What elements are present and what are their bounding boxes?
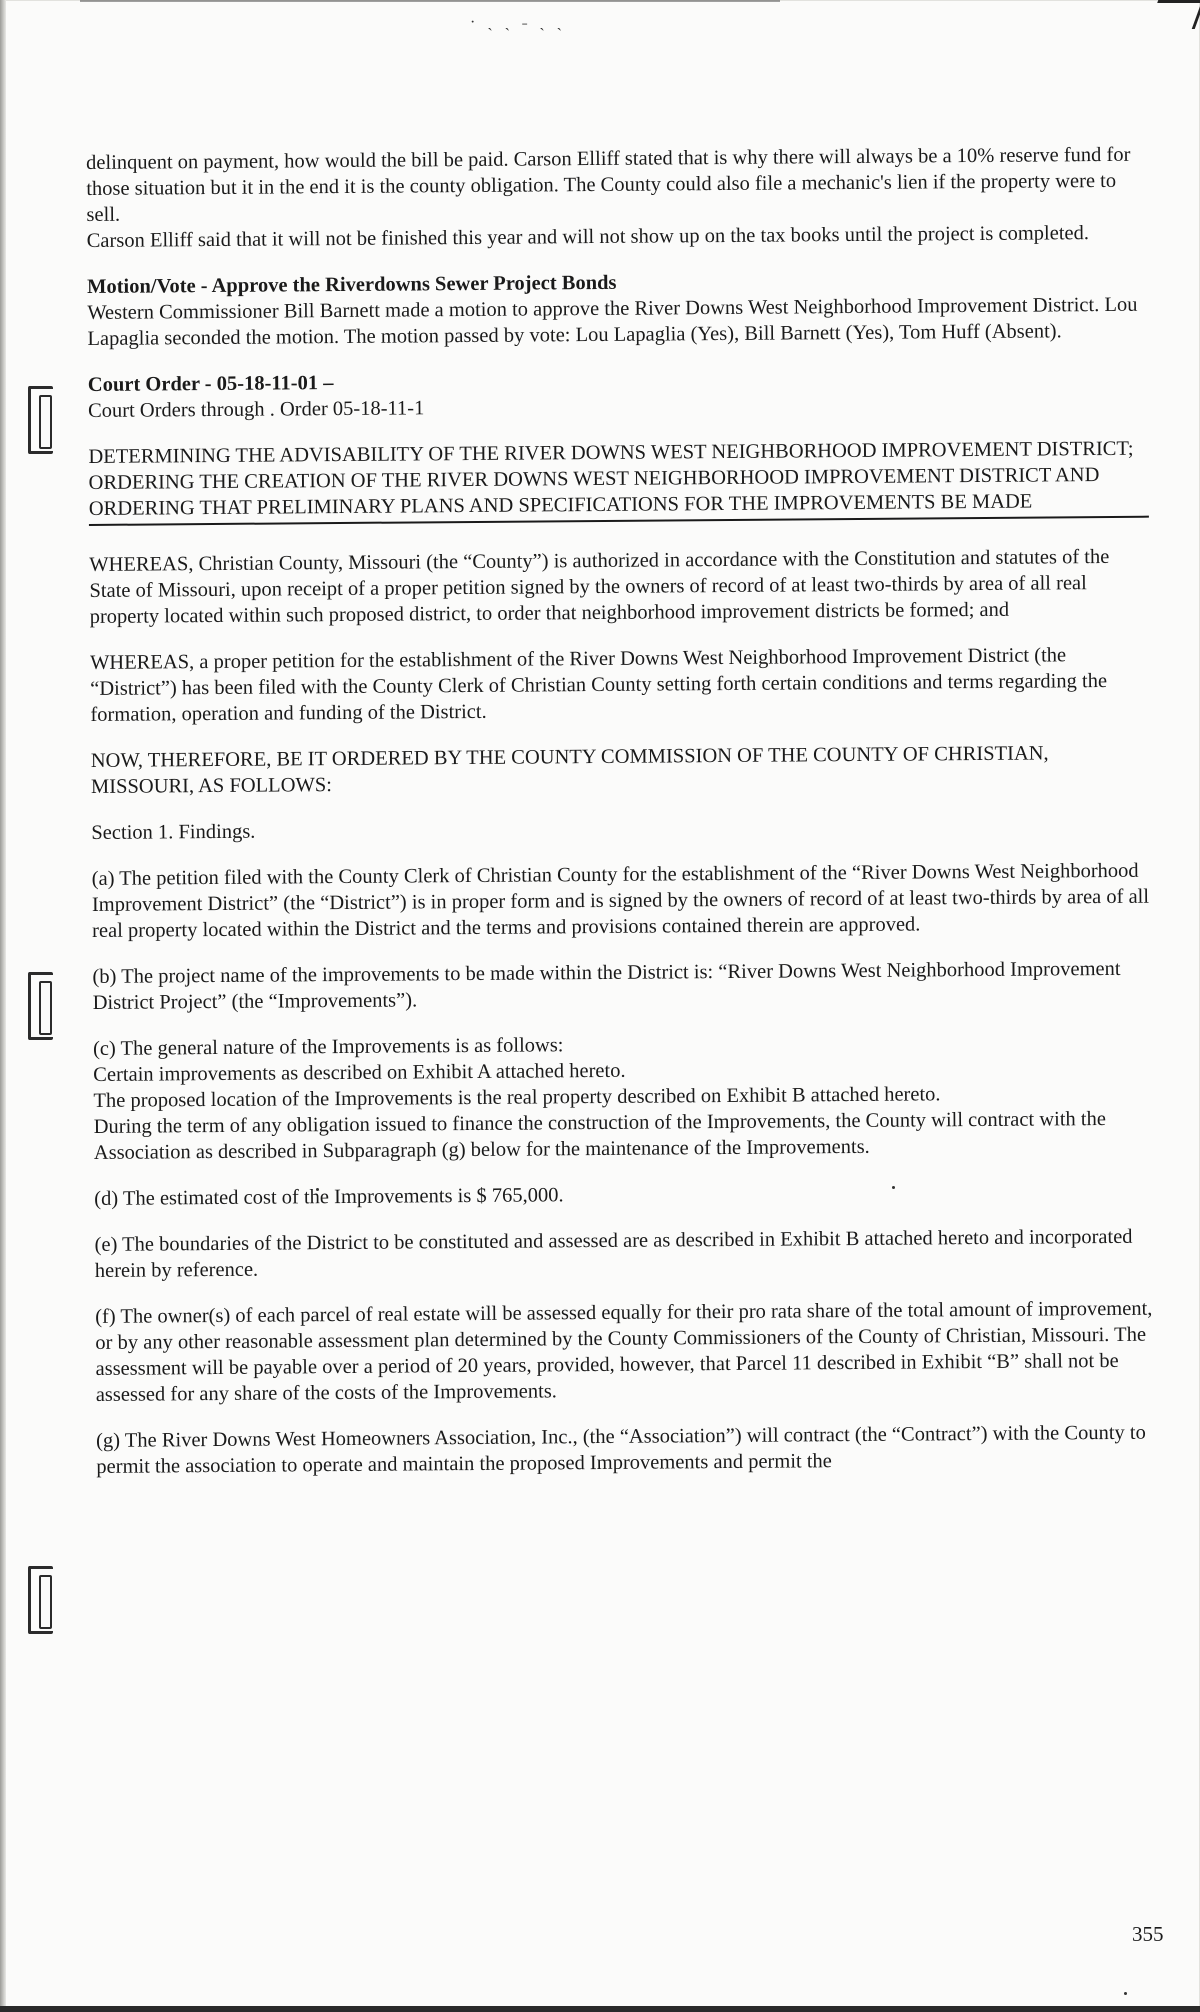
finding-e: (e) The boundaries of the District to be constituted and assessed are as described in Exhibit B attached hereto and incorporated herein by reference. [94,1225,1133,1282]
now-therefore: NOW, THEREFORE, BE IT ORDERED BY THE COUNTY COMMISSION OF THE COUNTY OF CHRISTIAN, MISSOURI, AS FOLLOWS: [90,742,1049,798]
finding-d: (d) The estimated cost of the Improvements is $ 765,000. [94,1184,564,1210]
finding-f: (f) The owner(s) of each parcel of real estate will be assessed equally for their pro rata share of the total amount of improvement, or by any other reasonable assessment plan determined by the County Commissioners of the County of Christian, Missouri. The assessment will be payable over a period of 20 years, provided, however, that Parcel 11 described in Exhibit “B” shall not be assessed for any share of the costs of the Improvements. [95,1297,1153,1406]
paragraph-carson-elliff: Carson Elliff said that it will not be finished this year and will not show up on the tax books until the project is completed. [86,222,1090,252]
scan-corner-mark [1148,0,1200,29]
court-order-heading: Court Order - 05-18-11-01 – [87,372,334,396]
scan-speck [1124,1992,1127,1995]
whereas-petition: WHEREAS, a proper petition for the establishment of the River Downs West Neighborhood Improvement District (the “District”) has been filed with the County Clerk of Christian County setting forth certain conditions and terms regarding the formation, operation and funding of the District. [89,644,1108,726]
order-title: DETERMINING THE ADVISABILITY OF THE RIVER DOWNS WEST NEIGHBORHOOD IMPROVEMENT DISTRICT; ORDERING THE CREATION OF THE RIVER DOWNS WEST NEIGHBORHOOD IMPROVEMENT DISTRICT AND ORDERING THAT PRELIMINARY PLANS AND SPECIFICATIONS FOR THE IMPROVEMENTS BE MADE [88,436,1149,526]
scan-specks: · ˎ ˎ ˗ ˎ ˏ [470,14,566,31]
document-body [86,142,1156,1480]
binder-clip-icon [28,1566,53,1634]
finding-a: (a) The petition filed with the County Clerk of Christian County for the establishment of the “River Downs West Neighborhood Improvement District” (the “District”) is in proper form and is signed by the owners of record of at least two-thirds by area of all real property located within the District and the terms and provisions contained therein are approved. [91,859,1150,942]
motion-text: Western Commissioner Bill Barnett made a motion to approve the River Downs West Neighborhood Improvement District. Lou Lapaglia seconded the motion. The motion passed by vote: Lou Lapaglia (Yes), Bill Barnett (Yes), Tom Huff (Absent). [87,293,1138,350]
scan-left-edge [0,0,6,2012]
finding-c-exhibit-a: Certain improvements as described on Exhibit A attached hereto. [93,1059,626,1086]
finding-c-location: The proposed location of the Improvements is the real property described on Exhibit B attached hereto. [93,1083,941,1112]
finding-g: (g) The River Downs West Homeowners Association, Inc., (the “Association”) will contract (the “Contract”) with the County to permit the association to operate and maintain the proposed Improvements and permit the [96,1421,1146,1478]
binder-clip-icon [28,972,53,1040]
court-order-text: Court Orders through . Order 05-18-11-1 [87,397,425,422]
finding-c-maintenance: During the term of any obligation issued to finance the construction of the Improvements, the County will contract with the Association as described in Subparagraph (g) below for the maintenance of the Improvements. [93,1108,1106,1164]
motion-heading: Motion/Vote - Approve the Riverdowns Sewer Project Bonds [86,271,617,298]
binder-clip-icon [28,386,53,454]
finding-b: (b) The project name of the improvements to be made within the District is: “River Downs West Neighborhood Improvement District Project” (the “Improvements”). [92,957,1121,1014]
scan-bottom-edge [0,2006,1200,2012]
finding-c-intro: (c) The general nature of the Improvements is as follows: [92,1034,564,1060]
scan-top-artifact [80,0,780,2]
whereas-authority: WHEREAS, Christian County, Missouri (the “County”) is authorized in accordance with the Constitution and statutes of the State of Missouri, upon receipt of a proper petition signed by the owners of record of at least two-thirds by area of all real property located within such proposed district, to order that neighborhood improvement districts be formed; and [89,545,1110,628]
paragraph-continuation: delinquent on payment, how would the bill be paid. Carson Elliff stated that is why there will always be a 10% reserve fund for those situation but it in the end it is the county obligation. The County could also file a mechanic's lien if the property were to sell. [86,143,1131,226]
page-number: 355 [1132,1922,1164,1946]
section-heading: Section 1. Findings. [91,820,256,844]
